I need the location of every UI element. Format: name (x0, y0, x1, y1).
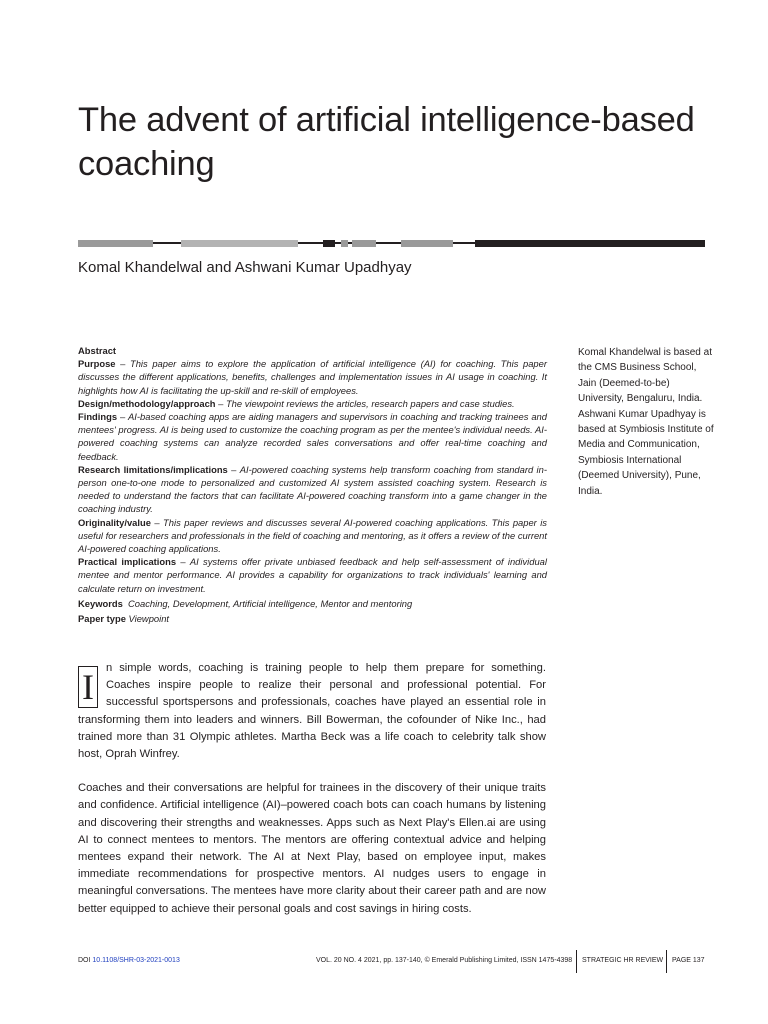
journal-name: STRATEGIC HR REVIEW (582, 957, 664, 964)
abstract-keywords: Keywords Coaching, Development, Artificial intelligence, Mentor and mentoring (78, 597, 413, 609)
author2-affiliation: Ashwani Kumar Upadhyay is based at Symbiosis Institute of Media and Communication, Symbiosis International (Deemed University), Pune, India. (578, 408, 714, 497)
decorative-rule (78, 240, 705, 247)
abstract-block (78, 344, 547, 625)
drop-cap: I (78, 666, 98, 708)
doi-link[interactable]: 10.1108/SHR-03-2021-0013 (92, 957, 180, 964)
abstract-originality: Originality/value – This paper reviews and discusses several AI-powered coaching applications. This paper is useful for researchers and professionals in the field of coaching and mentoring, as it offers a review of the current AI-powered coaching applications. (78, 516, 548, 555)
footer-divider (576, 950, 577, 973)
author-affiliations (578, 345, 714, 499)
footer-divider (666, 950, 667, 973)
abstract-findings: Findings – AI-based coaching apps are aiding managers and supervisors in coaching and tracking trainees and mentees' progress. AI is being used to customize the coaching program as per the mentee's individual needs. AI-powered coaching systems can analyze recorded sales conversations and offer real-time coaching and feedback. (78, 411, 547, 462)
abstract-purpose: Purpose – This paper aims to explore the application of artificial intelligence (AI) for coaching. This paper discusses the different applications, benefits, challenges and implementation issues in AI usage in coaching. It highlights how AI is facilitating the up-skill and re-skill of employees. (78, 358, 547, 396)
article-authors: Komal Khandelwal and Ashwani Kumar Upadhyay (78, 259, 412, 276)
page-number: PAGE 137 (672, 957, 705, 964)
body-paragraph-2: Coaches and their conversations are helpful for trainees in the discovery of their unique traits and confidence. Artificial intelligence (AI)–powered coach bots can coach humans by listening and discovering their strengths and weaknesses. Apps such as Next Play's Ellen.ai are using AI to connect mentees to mentors. The mentors are offering contextual advice and helping mentees expand their network. The AI at Next Play, based on employee input, makes immediate recommendations for prospective mentors. AI nudges users to engage in meaningful conversations. The mentees have more clarity about their career path and are now better equipped to achieve their personal goals and cost savings in hiring costs. (78, 782, 546, 915)
body-paragraph-1: I n simple words, coaching is training people to help them prepare for something. Coaches inspire people to realize their personal and professional potential. For successful sportspersons and professionals, coaches have played an essential role in transforming them into leaders and winners. Bill Bowerman, the cofounder of Nike Inc., had trained more than 31 Olympic athletes. Martha Beck was a life coach to celebrity talk show host, Oprah Winfrey. (78, 662, 546, 761)
doi: DOI 10.1108/SHR-03-2021-0013 (78, 957, 180, 964)
volume-info: VOL. 20 NO. 4 2021, pp. 137-140, © Emerald Publishing Limited, ISSN 1475-4398 (316, 957, 573, 964)
abstract-research-limitations: Research limitations/implications – AI-powered coaching systems help transform coaching from standard in-person one-to-one mode to personalized and customized AI system assisted coaching system. Research is needed to understand the factors that can facilitate AI-powered coaching transform into a game changer in the coaching industry. (78, 463, 547, 515)
article-title: The advent of artificial intelligence-based coaching (78, 101, 695, 183)
author1-affiliation: Komal Khandelwal is based at the CMS Business School, Jain (Deemed-to-be) University, Bengaluru, India. (578, 347, 712, 405)
article-body (78, 660, 546, 935)
abstract-practical-implications: Practical implications – AI systems offer private unbiased feedback and help self-assessment of individual mentee and mentor performance. AI provides a capability for organizations to track individuals' learning and calculate return on investment. (78, 556, 547, 594)
abstract-design: Design/methodology/approach – The viewpoint reviews the articles, research papers and case studies. (78, 397, 515, 409)
abstract-paper-type: Paper type Viewpoint (78, 613, 170, 625)
abstract-heading: Abstract (78, 345, 117, 356)
